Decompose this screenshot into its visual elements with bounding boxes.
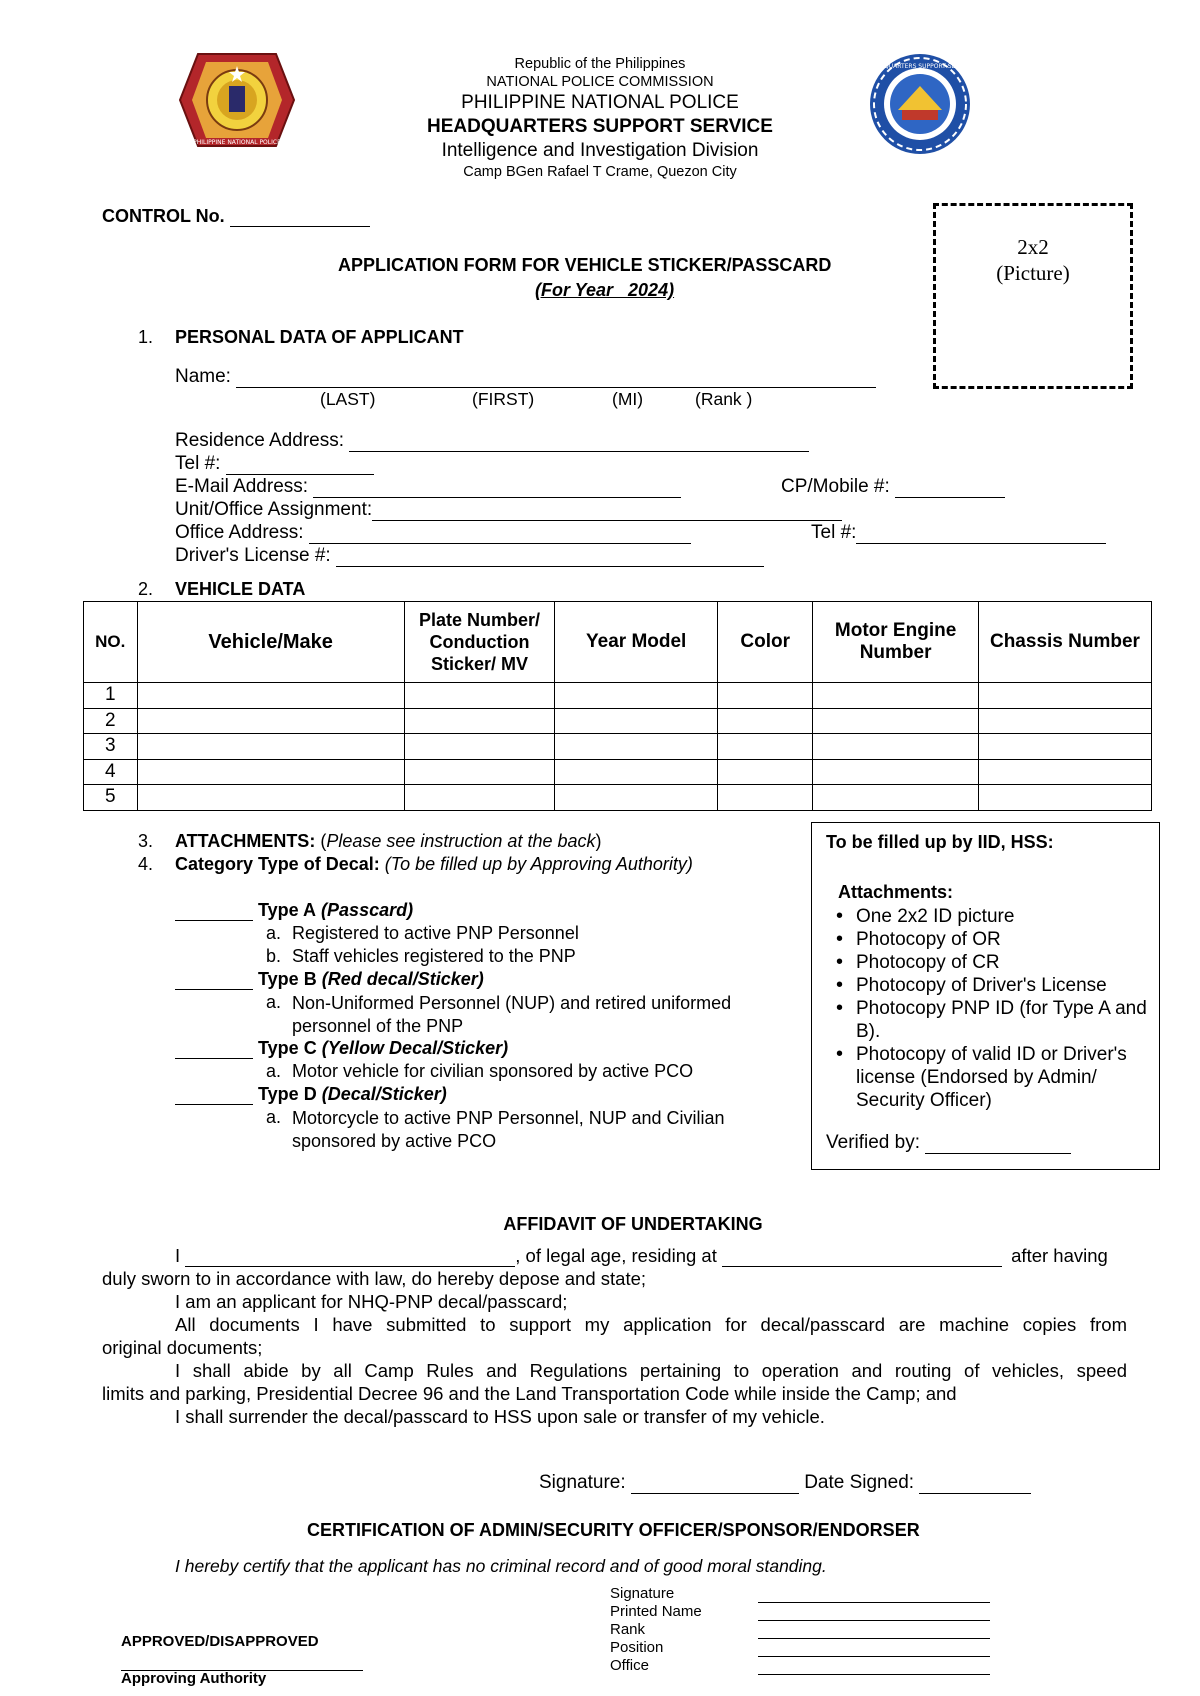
- date-signed-field[interactable]: [919, 1475, 1031, 1494]
- svg-text:PHILIPPINE NATIONAL POLICE: PHILIPPINE NATIONAL POLICE: [193, 139, 281, 146]
- name-label: Name:: [175, 366, 231, 387]
- type-a-label: Type A: [258, 900, 317, 920]
- cert-field-signature: [610, 1585, 674, 1602]
- iid-box: [811, 822, 1160, 1170]
- section-3-number: 3.: [138, 831, 154, 851]
- cell-chassis[interactable]: [978, 785, 1151, 811]
- type-a-item-a: Registered to active PNP Personnel: [292, 923, 579, 943]
- certification-text: I hereby certify that the applicant has no criminal record and of good moral standing.: [175, 1556, 827, 1576]
- cert-signature-field[interactable]: [758, 1584, 990, 1603]
- cell-chassis[interactable]: [978, 708, 1151, 734]
- section-2-title: VEHICLE DATA: [175, 579, 306, 599]
- tel-label: Tel #:: [175, 453, 221, 474]
- office-label: Office Address:: [175, 522, 304, 543]
- section-1-number: 1.: [138, 327, 154, 347]
- affiant-name-field[interactable]: [185, 1248, 515, 1267]
- cell-plate[interactable]: [404, 785, 554, 811]
- list-item: • One 2x2 ID picture: [856, 905, 1156, 928]
- cell-plate[interactable]: [404, 759, 554, 785]
- type-b-item-a-marker: a.: [266, 992, 282, 1012]
- signature-row: [539, 1472, 1031, 1494]
- col-chassis: Chassis Number: [978, 602, 1151, 683]
- control-number: [102, 206, 370, 227]
- office-row: [175, 522, 691, 544]
- header-line-1: Republic of the Philippines: [514, 56, 686, 72]
- list-item: • Photocopy PNP ID (for Type A and B).: [856, 997, 1156, 1043]
- cert-label: Office: [610, 1657, 649, 1674]
- cert-field-printed-name: [610, 1603, 702, 1620]
- cert-label: Printed Name: [610, 1603, 702, 1620]
- tel-field[interactable]: [226, 456, 374, 475]
- type-a-item-b: Staff vehicles registered to the PNP: [292, 946, 576, 966]
- cell-engine[interactable]: [813, 708, 979, 734]
- type-a-name: (Passcard): [321, 900, 414, 920]
- email-field[interactable]: [313, 479, 681, 498]
- vehicle-table-header: [84, 602, 1152, 683]
- name-part-mi: (MI): [612, 389, 644, 409]
- type-c-check-field[interactable]: [175, 1040, 253, 1059]
- type-d-item-a: Motorcycle to active PNP Personnel, NUP and Civilian sponsored by active PCO: [292, 1108, 725, 1151]
- section-3-note: Please see instruction at the back: [326, 831, 596, 851]
- col-motor-engine: Motor Engine Number: [813, 602, 979, 683]
- svg-text:HEADQUARTERS SUPPORT SERVICE: HEADQUARTERS SUPPORT SERVICE: [868, 63, 972, 70]
- type-c-name: (Yellow Decal/Sticker): [321, 1038, 509, 1058]
- affidavit-p1b: , of legal age, residing at: [515, 1245, 717, 1266]
- cert-field-rank: [610, 1621, 645, 1638]
- cell-plate[interactable]: [404, 683, 554, 709]
- type-d-row: [175, 1084, 447, 1105]
- name-row: [175, 366, 876, 388]
- cell-color[interactable]: [718, 785, 813, 811]
- section-4-note: (To be filled up by Approving Authority): [384, 854, 693, 874]
- row-number: 1: [84, 683, 138, 709]
- approving-authority-field[interactable]: [121, 1652, 363, 1671]
- type-d-item-a-marker: a.: [266, 1107, 282, 1127]
- affiant-residence-field[interactable]: [722, 1248, 1002, 1267]
- unit-field[interactable]: [372, 502, 842, 521]
- license-row: [175, 545, 764, 567]
- certification-title: CERTIFICATION OF ADMIN/SECURITY OFFICER/SPONSOR/ENDORSER: [307, 1520, 920, 1540]
- type-d-check-field[interactable]: [175, 1086, 253, 1105]
- affidavit-p5: I shall surrender the decal/passcard to HSS upon sale or transfer of my vehicle.: [175, 1406, 825, 1427]
- type-b-item-a: Non-Uniformed Personnel (NUP) and retired uniformed personnel of the PNP: [292, 993, 732, 1036]
- cell-chassis[interactable]: [978, 683, 1151, 709]
- row-number: 2: [84, 708, 138, 734]
- cell-vehicle-make[interactable]: [137, 683, 404, 709]
- cert-label: Rank: [610, 1621, 646, 1638]
- cp-row: [781, 476, 1005, 498]
- verified-label: Verified by:: [826, 1132, 920, 1153]
- residence-field[interactable]: [349, 433, 809, 452]
- iid-attachments-title: Attachments:: [838, 882, 954, 902]
- picture-box-label: (Picture): [996, 261, 1070, 285]
- signature-label: Signature:: [539, 1472, 626, 1493]
- affidavit-i: I: [175, 1245, 181, 1266]
- cert-field-position: [610, 1639, 663, 1656]
- verified-row: [826, 1132, 1071, 1154]
- paren-open: (: [320, 831, 327, 851]
- table-row: [84, 759, 1152, 785]
- type-b-check-field[interactable]: [175, 971, 253, 990]
- affidavit-p1d: duly sworn to in accordance with law, do hereby depose and state;: [102, 1268, 647, 1289]
- header-line-5: Intelligence and Investigation Division: [441, 140, 759, 161]
- affidavit-p4b: limits and parking, Presidential Decree 96 and the Land Transportation Code while inside the Camp; and: [102, 1383, 957, 1404]
- list-item: • Photocopy of OR: [856, 928, 1156, 951]
- type-c-item-a: Motor vehicle for civilian sponsored by active PCO: [292, 1061, 694, 1081]
- name-part-first: (FIRST): [472, 389, 535, 409]
- cert-printed-name-field[interactable]: [758, 1602, 990, 1621]
- type-d-label: Type D: [258, 1084, 317, 1104]
- affidavit-title: AFFIDAVIT OF UNDERTAKING: [503, 1214, 763, 1234]
- name-field[interactable]: [236, 369, 876, 388]
- type-a-item-a-marker: a.: [266, 923, 282, 943]
- name-part-rank: (Rank ): [695, 389, 753, 409]
- iid-box-title: To be filled up by IID, HSS:: [826, 832, 1054, 852]
- cell-engine[interactable]: [813, 683, 979, 709]
- cell-chassis[interactable]: [978, 759, 1151, 785]
- cell-engine[interactable]: [813, 759, 979, 785]
- type-a-check-field[interactable]: [175, 902, 253, 921]
- cell-color[interactable]: [718, 759, 813, 785]
- cert-label: Signature: [610, 1585, 675, 1602]
- date-signed-label: Date Signed:: [804, 1472, 915, 1493]
- tel2-label: Tel #:: [811, 522, 857, 543]
- unit-row: [175, 499, 842, 521]
- cell-engine[interactable]: [813, 734, 979, 760]
- cert-position-field[interactable]: [758, 1638, 990, 1657]
- list-item: • Photocopy of CR: [856, 951, 1156, 974]
- affidavit-p1-row: [175, 1244, 1108, 1267]
- cell-year[interactable]: [555, 759, 718, 785]
- col-plate-number: Plate Number/ Conduction Sticker/ MV: [404, 602, 554, 683]
- row-number: 5: [84, 785, 138, 811]
- affidavit-p4a: I shall abide by all Camp Rules and Regulations pertaining to operation and routing of vehicles, speed: [175, 1360, 1127, 1381]
- type-a-item-b-marker: b.: [266, 946, 282, 966]
- iid-attachments-list: [826, 905, 1156, 1112]
- tel2-field[interactable]: [856, 525, 1106, 544]
- table-row: [84, 734, 1152, 760]
- unit-label: Unit/Office Assignment:: [175, 499, 373, 520]
- affidavit-p1c: after having: [1011, 1245, 1108, 1266]
- affidavit-p2: I am an applicant for NHQ-PNP decal/passcard;: [175, 1291, 568, 1312]
- cert-label: Position: [610, 1639, 664, 1656]
- license-label: Driver's License #:: [175, 545, 331, 566]
- residence-row: [175, 430, 809, 452]
- vehicle-table: [83, 601, 1152, 811]
- section-3-row: [175, 831, 601, 852]
- form-title: APPLICATION FORM FOR VEHICLE STICKER/PASSCARD: [338, 255, 832, 275]
- section-4-row: [175, 854, 693, 875]
- cert-office-field[interactable]: [758, 1656, 990, 1675]
- cell-vehicle-make[interactable]: [137, 785, 404, 811]
- cp-field[interactable]: [895, 479, 1005, 498]
- tel-row: [175, 453, 374, 475]
- email-row: [175, 476, 681, 498]
- row-number: 3: [84, 734, 138, 760]
- affidavit-p3a: All documents I have submitted to support my application for decal/passcard are machine copies from: [175, 1314, 1127, 1335]
- form-year: (For Year 2024): [535, 280, 675, 300]
- cp-label: CP/Mobile #:: [781, 476, 890, 497]
- tel2-row: [811, 522, 1106, 544]
- type-d-name: (Decal/Sticker): [321, 1084, 447, 1104]
- row-number: 4: [84, 759, 138, 785]
- residence-label: Residence Address:: [175, 430, 344, 451]
- cell-chassis[interactable]: [978, 734, 1151, 760]
- license-field[interactable]: [336, 548, 764, 567]
- type-c-item-a-marker: a.: [266, 1061, 282, 1081]
- picture-box-size: 2x2: [1017, 235, 1049, 259]
- office-field[interactable]: [309, 525, 691, 544]
- section-1-title: PERSONAL DATA OF APPLICANT: [175, 327, 464, 347]
- type-b-label: Type B: [258, 969, 317, 989]
- cell-vehicle-make[interactable]: [137, 734, 404, 760]
- cell-vehicle-make[interactable]: [137, 708, 404, 734]
- cell-plate[interactable]: [404, 708, 554, 734]
- type-b-row: [175, 969, 484, 990]
- picture-box: [933, 203, 1133, 389]
- affidavit-p3b: original documents;: [102, 1337, 263, 1358]
- type-a-row: [175, 900, 413, 921]
- header-line-3: PHILIPPINE NATIONAL POLICE: [461, 92, 739, 113]
- list-item: • Photocopy of Driver's License: [856, 974, 1156, 997]
- section-4-title: Category Type of Decal:: [175, 854, 380, 874]
- cell-vehicle-make[interactable]: [137, 759, 404, 785]
- cell-engine[interactable]: [813, 785, 979, 811]
- col-year-model: Year Model: [555, 602, 718, 683]
- col-color: Color: [718, 602, 813, 683]
- header-line-6: Camp BGen Rafael T Crame, Quezon City: [463, 164, 737, 180]
- cell-year[interactable]: [555, 734, 718, 760]
- cell-year[interactable]: [555, 708, 718, 734]
- section-2-number: 2.: [138, 579, 154, 599]
- approving-authority-label: Approving Authority: [121, 1670, 267, 1687]
- paren-close: ): [595, 831, 602, 851]
- verified-field[interactable]: [925, 1135, 1071, 1154]
- cell-year[interactable]: [555, 683, 718, 709]
- cell-color[interactable]: [718, 683, 813, 709]
- cell-year[interactable]: [555, 785, 718, 811]
- cert-field-office: [610, 1657, 649, 1674]
- signature-field[interactable]: [631, 1475, 799, 1494]
- cell-color[interactable]: [718, 708, 813, 734]
- cell-color[interactable]: [718, 734, 813, 760]
- col-no: NO.: [84, 602, 138, 683]
- header-line-2: NATIONAL POLICE COMMISSION: [486, 74, 714, 90]
- list-item: • Photocopy of valid ID or Driver's license (Endorsed by Admin/ Security Officer): [856, 1043, 1156, 1112]
- name-part-last: (LAST): [320, 389, 376, 409]
- table-row: [84, 683, 1152, 709]
- approved-disapproved: APPROVED/DISAPPROVED: [121, 1633, 319, 1650]
- type-c-label: Type C: [258, 1038, 317, 1058]
- cell-plate[interactable]: [404, 734, 554, 760]
- section-4-number: 4.: [138, 854, 154, 874]
- col-vehicle-make: Vehicle/Make: [137, 602, 404, 683]
- type-b-name: (Red decal/Sticker): [321, 969, 484, 989]
- cert-rank-field[interactable]: [758, 1620, 990, 1639]
- email-label: E-Mail Address:: [175, 476, 309, 497]
- type-c-row: [175, 1038, 508, 1059]
- section-3-title: ATTACHMENTS:: [175, 831, 316, 851]
- table-row: [84, 708, 1152, 734]
- table-row: [84, 785, 1152, 811]
- control-number-field[interactable]: [230, 208, 370, 227]
- control-label: CONTROL No.: [102, 206, 225, 226]
- header-line-4: HEADQUARTERS SUPPORT SERVICE: [427, 116, 773, 137]
